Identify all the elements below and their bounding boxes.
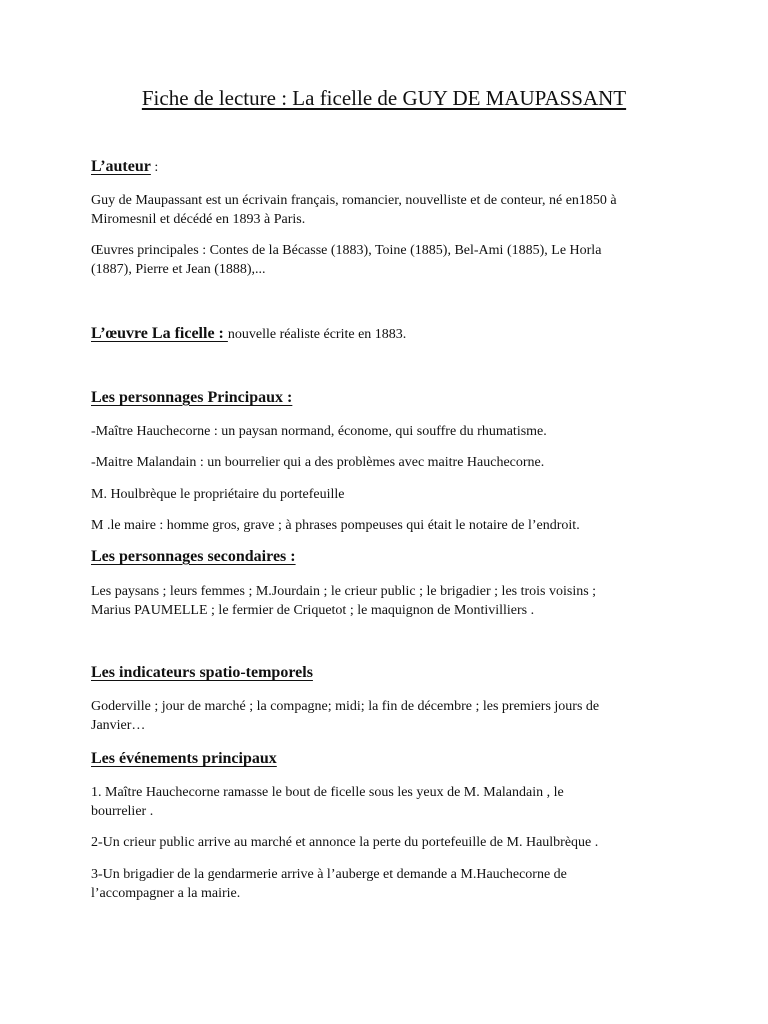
secondary-characters-line: Les paysans ; leurs femmes ; M.Jourdain ; le crieur public ; le brigadier ; les trois voisins ; (91, 584, 597, 599)
secondary-characters-heading: Les personnages secondaires : (91, 548, 296, 565)
event-line: l’accompagner a la mairie. (91, 886, 241, 901)
indicators-text (91, 697, 691, 735)
main-character-item: M. Houlbrèque le propriétaire du portefeuille (91, 487, 345, 502)
event-line: 3-Un brigadier de la gendarmerie arrive à l’auberge et demande a M.Hauchecorne de (91, 867, 567, 882)
indicators-heading: Les indicateurs spatio-temporels (91, 664, 313, 681)
event-item: 2-Un crieur public arrive au marché et annonce la perte du portefeuille de M. Haulbrèque . (91, 835, 599, 850)
events-heading: Les événements principaux (91, 750, 277, 767)
event-item (91, 865, 691, 903)
author-bio-line: Miromesnil et décédé en 1893 à Paris. (91, 212, 306, 227)
event-line: bourrelier . (91, 804, 154, 819)
indicators-line: Janvier… (91, 718, 146, 733)
author-works-line: (1887), Pierre et Jean (1888),... (91, 262, 266, 277)
author-heading: L’auteur (91, 158, 151, 175)
work-heading: L’œuvre La ficelle : (91, 325, 228, 342)
author-heading-block (91, 158, 691, 176)
work-description: nouvelle réaliste écrite en 1883. (227, 327, 407, 342)
main-characters-heading: Les personnages Principaux : (91, 389, 293, 406)
main-character-item: -Maître Hauchecorne : un paysan normand, économe, qui souffre du rhumatisme. (91, 424, 547, 439)
event-item (91, 783, 691, 821)
author-works (91, 241, 691, 279)
document-title: Fiche de lecture : La ficelle de GUY DE MAUPASSANT (141, 86, 627, 110)
main-character-item: -Maitre Malandain : un bourrelier qui a des problèmes avec maitre Hauchecorne. (91, 455, 545, 470)
work-heading-block (91, 325, 691, 343)
indicators-line: Goderville ; jour de marché ; la compagne; midi; la fin de décembre ; les premiers jours de (91, 699, 600, 714)
author-bio-line: Guy de Maupassant est un écrivain français, romancier, nouvelliste et de conteur, né en1850 à (91, 193, 617, 208)
secondary-characters-line: Marius PAUMELLE ; le fermier de Criquetot ; le maquignon de Montivilliers . (91, 603, 535, 618)
author-heading-suffix: : (150, 160, 159, 175)
author-works-line: Œuvres principales : Contes de la Bécasse (1883), Toine (1885), Bel-Ami (1885), Le Horla (91, 243, 602, 258)
main-character-item: M .le maire : homme gros, grave ; à phrases pompeuses qui était le notaire de l’endroit. (91, 518, 580, 533)
secondary-characters-text (91, 582, 691, 620)
event-line: 1. Maître Hauchecorne ramasse le bout de ficelle sous les yeux de M. Malandain , le (91, 785, 564, 800)
author-bio (91, 191, 691, 229)
